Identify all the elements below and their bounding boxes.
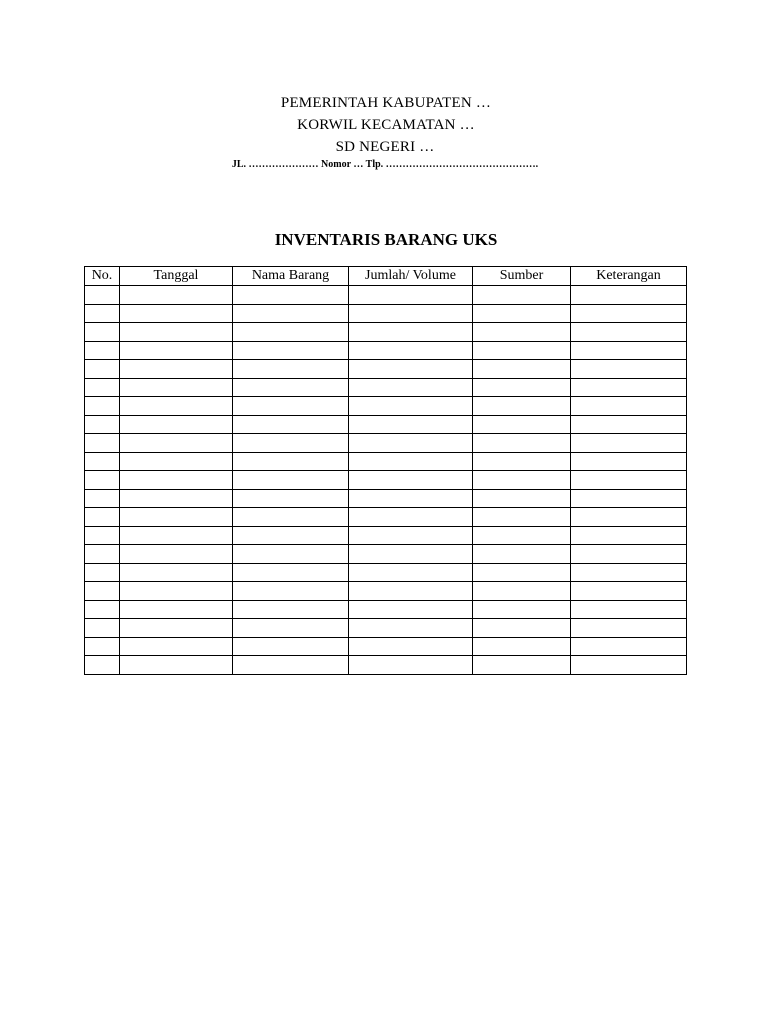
table-cell [233,582,349,601]
table-cell [571,545,687,564]
header-keterangan: Keterangan [571,267,687,286]
table-cell [571,600,687,619]
table-cell [571,452,687,471]
table-row [85,286,687,305]
header-tanggal: Tanggal [120,267,233,286]
table-cell [233,563,349,582]
table-cell [571,656,687,675]
table-row [85,563,687,582]
table-cell [85,323,120,342]
table-row [85,545,687,564]
table-cell [120,341,233,360]
table-cell [120,360,233,379]
table-row [85,323,687,342]
table-cell [571,323,687,342]
table-cell [473,415,571,434]
table-row [85,360,687,379]
table-cell [85,563,120,582]
table-cell [473,452,571,471]
table-cell [85,397,120,416]
table-cell [233,304,349,323]
table-cell [571,508,687,527]
table-cell [233,452,349,471]
table-cell [85,341,120,360]
table-cell [571,526,687,545]
table-row [85,600,687,619]
inventory-table [84,266,687,675]
table-row [85,415,687,434]
table-cell [349,360,473,379]
table-cell [120,397,233,416]
header-no: No. [85,267,120,286]
table-cell [349,656,473,675]
table-cell [473,600,571,619]
table-cell [473,489,571,508]
table-cell [233,286,349,305]
table-cell [85,600,120,619]
table-cell [85,619,120,638]
table-cell [85,415,120,434]
table-cell [120,286,233,305]
table-cell [233,508,349,527]
letterhead-government: PEMERINTAH KABUPATEN … [280,95,492,111]
table-cell [120,489,233,508]
table-cell [473,471,571,490]
table-cell [120,637,233,656]
table-cell [120,434,233,453]
header-sumber: Sumber [473,267,571,286]
table-cell [349,582,473,601]
table-row [85,637,687,656]
table-cell [85,656,120,675]
table-cell [233,600,349,619]
table-cell [85,360,120,379]
table-cell [85,582,120,601]
table-cell [571,378,687,397]
letterhead-school: SD NEGERI … [335,139,435,155]
table-cell [571,563,687,582]
table-cell [473,582,571,601]
table-cell [473,637,571,656]
table-cell [349,563,473,582]
table-cell [85,637,120,656]
table-cell [349,323,473,342]
table-cell [120,378,233,397]
table-cell [571,434,687,453]
table-cell [349,619,473,638]
table-cell [120,619,233,638]
table-cell [233,489,349,508]
document-title: INVENTARIS BARANG UKS [274,230,498,249]
table-row [85,304,687,323]
table-cell [571,471,687,490]
table-cell [233,415,349,434]
table-cell [120,600,233,619]
table-cell [120,452,233,471]
table-row [85,619,687,638]
table-cell [473,526,571,545]
table-cell [85,434,120,453]
table-cell [233,545,349,564]
table-row [85,508,687,527]
table-cell [349,378,473,397]
table-cell [85,286,120,305]
table-cell [571,619,687,638]
table-cell [349,508,473,527]
table-cell [571,341,687,360]
table-cell [120,656,233,675]
table-cell [233,378,349,397]
table-cell [349,286,473,305]
table-cell [473,563,571,582]
table-row [85,452,687,471]
table-cell [349,304,473,323]
table-cell [349,471,473,490]
table-cell [120,563,233,582]
table-cell [571,489,687,508]
table-cell [120,545,233,564]
letterhead [0,92,768,184]
table-cell [349,545,473,564]
table-cell [85,489,120,508]
table-cell [473,360,571,379]
table-cell [233,656,349,675]
letterhead-district: KORWIL KECAMATAN … [297,117,475,133]
letterhead-address: JL. ………………… Nomor … Tlp. ………………………………………. [231,159,539,170]
table-cell [473,397,571,416]
table-cell [120,582,233,601]
table-cell [349,415,473,434]
table-cell [233,526,349,545]
table-cell [120,304,233,323]
table-cell [571,304,687,323]
table-cell [349,397,473,416]
table-cell [120,526,233,545]
table-cell [233,619,349,638]
table-cell [349,452,473,471]
table-cell [349,434,473,453]
table-cell [233,471,349,490]
table-cell [85,304,120,323]
table-cell [233,397,349,416]
table-cell [233,323,349,342]
table-cell [85,545,120,564]
table-row [85,378,687,397]
table-cell [233,360,349,379]
table-cell [571,360,687,379]
table-cell [473,341,571,360]
table-cell [233,637,349,656]
table-cell [473,304,571,323]
table-cell [85,378,120,397]
table-cell [571,637,687,656]
table-row [85,341,687,360]
table-cell [85,526,120,545]
table-cell [473,378,571,397]
table-cell [473,286,571,305]
table-header-row [85,267,687,286]
table-cell [473,619,571,638]
table-row [85,582,687,601]
table-row [85,397,687,416]
table-cell [85,452,120,471]
table-cell [473,434,571,453]
table-cell [120,508,233,527]
header-nama-barang: Nama Barang [233,267,349,286]
table-cell [120,415,233,434]
table-row [85,526,687,545]
table-cell [233,341,349,360]
table-cell [349,489,473,508]
table-cell [473,508,571,527]
table-row [85,434,687,453]
table-cell [85,508,120,527]
table-row [85,471,687,490]
table-cell [571,415,687,434]
table-cell [349,637,473,656]
table-cell [349,600,473,619]
table-cell [473,545,571,564]
header-jumlah-volume: Jumlah/ Volume [349,267,473,286]
table-cell [473,323,571,342]
table-cell [85,471,120,490]
table-cell [233,434,349,453]
table-cell [473,656,571,675]
table-cell [349,526,473,545]
table-row [85,489,687,508]
table-cell [571,397,687,416]
table-body [85,286,687,675]
table-cell [349,341,473,360]
table-row [85,656,687,675]
table-cell [120,323,233,342]
table-cell [571,582,687,601]
table-cell [120,471,233,490]
table-cell [571,286,687,305]
